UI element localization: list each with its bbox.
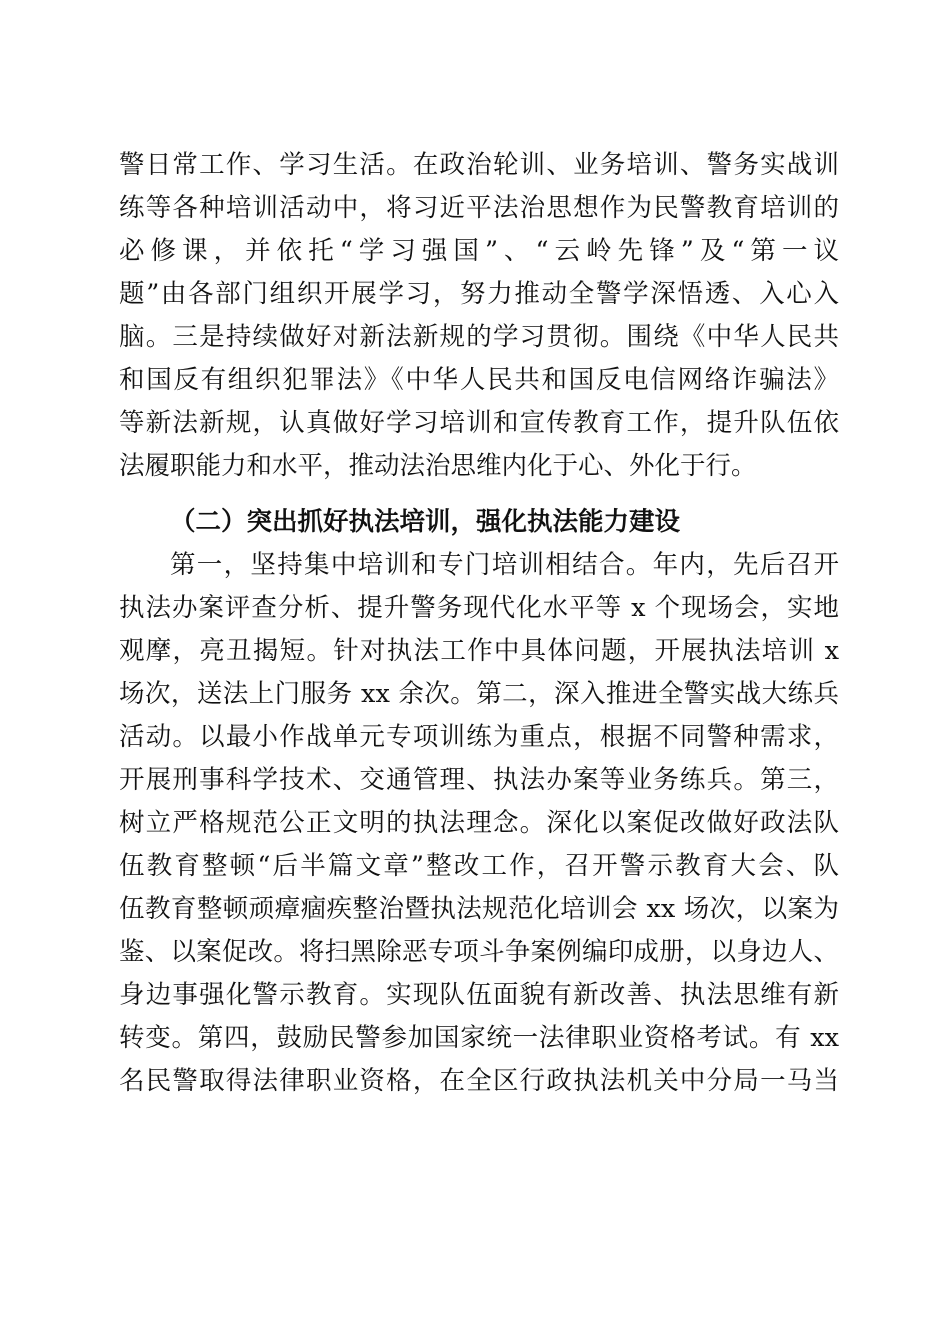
paragraph-line: 身边事强化警示教育。实现队伍面貌有新改善、执法思维有新 <box>119 980 839 1010</box>
paragraph-line: 题”由各部门组织开展学习，努力推动全警学深悟透、入心入 <box>119 279 839 309</box>
paragraph-line: 法履职能力和水平，推动法治思维内化于心、外化于行。 <box>119 451 757 481</box>
paragraph-line: 树立严格规范公正文明的执法理念。深化以案促改做好政法队 <box>119 808 839 838</box>
section-heading: （二）突出抓好执法培训，强化执法能力建设 <box>170 507 681 537</box>
paragraph-line: 活动。以最小作战单元专项训练为重点，根据不同警种需求， <box>119 722 839 752</box>
paragraph-line: 练等各种培训活动中，将习近平法治思想作为民警教育培训的 <box>119 193 839 223</box>
paragraph-line: 伍教育整顿顽瘴痼疾整治暨执法规范化培训会 xx 场次，以案为 <box>119 894 839 924</box>
paragraph-line: 和国反有组织犯罪法》《中华人民共和国反电信网络诈骗法》 <box>119 365 839 395</box>
paragraph-line: 开展刑事科学技术、交通管理、执法办案等业务练兵。第三， <box>119 765 839 795</box>
paragraph-line: 第一，坚持集中培训和专门培训相结合。年内，先后召开 <box>170 550 839 580</box>
paragraph-line: 脑。三是持续做好对新法新规的学习贯彻。围绕《中华人民共 <box>119 322 839 352</box>
paragraph-line: 转变。第四，鼓励民警参加国家统一法律职业资格考试。有 xx <box>119 1023 839 1053</box>
paragraph-line: 等新法新规，认真做好学习培训和宣传教育工作，提升队伍依 <box>119 408 839 438</box>
paragraph-line: 观摩，亮丑揭短。针对执法工作中具体问题，开展执法培训 x <box>119 636 839 666</box>
paragraph-line: 警日常工作、学习生活。在政治轮训、业务培训、警务实战训 <box>119 150 839 180</box>
paragraph-line: 场次，送法上门服务 xx 余次。第二，深入推进全警实战大练兵 <box>119 679 839 709</box>
paragraph-line: 执法办案评查分析、提升警务现代化水平等 x 个现场会，实地 <box>119 593 839 623</box>
paragraph-line: 名民警取得法律职业资格，在全区行政执法机关中分局一马当 <box>119 1066 839 1096</box>
paragraph-line: 伍教育整顿“后半篇文章”整改工作，召开警示教育大会、队 <box>119 851 839 881</box>
paragraph-line: 必修课，并依托“学习强国”、“云岭先锋”及“第一议 <box>119 236 839 266</box>
paragraph-line: 鉴、以案促改。将扫黑除恶专项斗争案例编印成册，以身边人、 <box>119 937 839 967</box>
